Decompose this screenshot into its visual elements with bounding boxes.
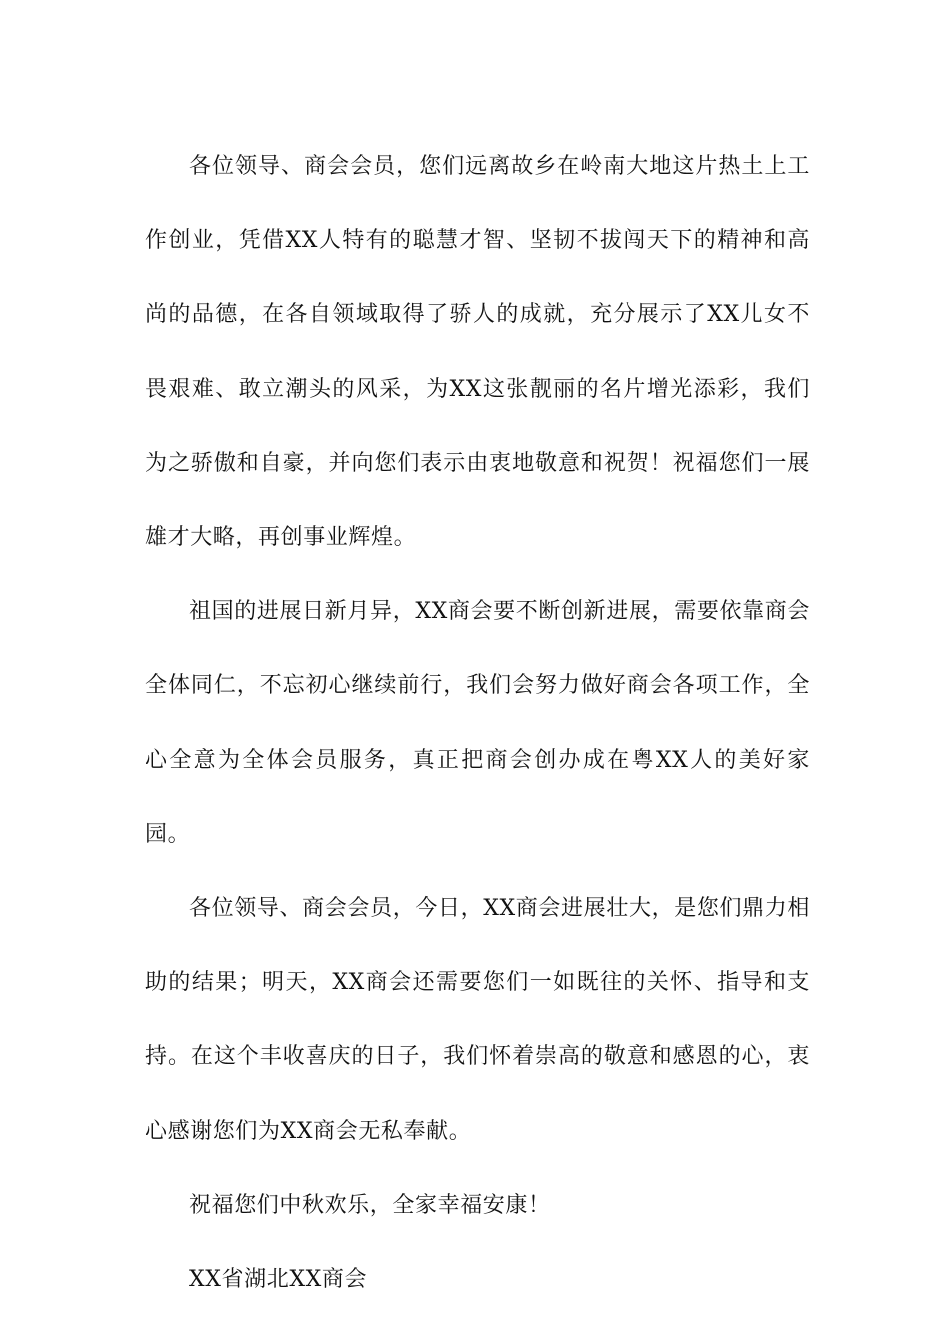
paragraph-wishes: 祝福您们中秋欢乐，全家幸福安康！	[189, 1192, 551, 1218]
paragraph-greeting: 各位领导、商会会员，您们远离故乡在岭南大地这片热土上工作创业，凭借XX人特有的聪慧才智、坚韧不拔闯天下的精神和高尚的品德，在各自领域取得了骄人的成就，充分展示了XX儿女不畏艰难、敢立潮头的风采，为XX这张靓丽的名片增光添彩，我们为之骄傲和自豪，并向您们表示由衷地敬意和祝贺！祝福您们一展雄才大略，再创事业辉煌。	[145, 154, 810, 551]
paragraph-development: 祖国的进展日新月异，XX商会要不断创新进展，需要依靠商会全体同仁，不忘初心继续前行，我们会努力做好商会各项工作，全心全意为全体会员服务，真正把商会创办成在粤XX人的美好家园。	[145, 599, 810, 847]
paragraph-gratitude: 各位领导、商会会员，今日，XX商会进展壮大，是您们鼎力相助的结果；明天，XX商会还需要您们一如既往的关怀、指导和支持。在这个丰收喜庆的日子，我们怀着崇高的敬意和感恩的心，衷心感谢您们为XX商会无私奉献。	[145, 896, 810, 1144]
signature: XX省湖北XX商会	[189, 1267, 368, 1293]
letter-body	[145, 130, 810, 1317]
